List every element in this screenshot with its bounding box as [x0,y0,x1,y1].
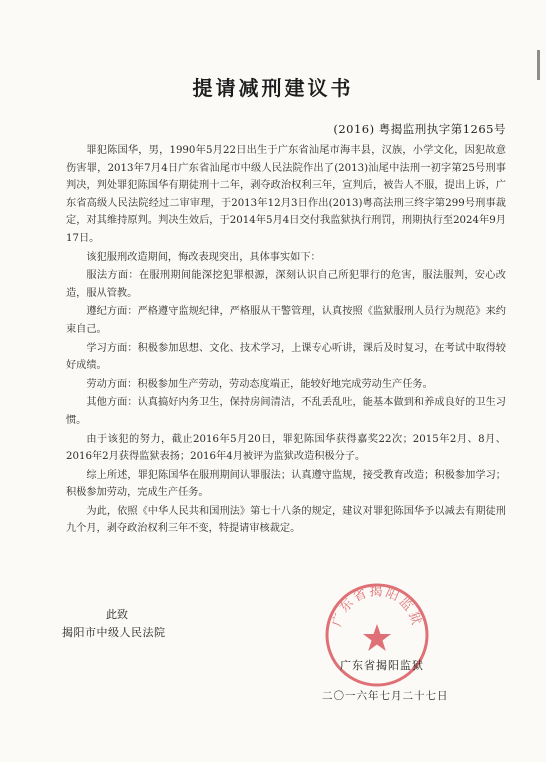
svg-text:广东省揭阳监狱: 广东省揭阳监狱 [329,584,425,629]
document-number: (2016) 粤揭监刑执字第1265号 [333,122,506,136]
paragraph-recommendation: 为此，依照《中华人民共和国刑法》第七十八条的规定，建议对罪犯陈国华予以减去有期徒刑九个月，剥夺政治权利三年不变，特提请审核裁定。 [66,505,506,535]
paragraph-summary: 综上所述，罪犯陈国华在服刑期间认罪服法；认真遵守监规，接受教育改造；积极参加学习；积极参加劳动，完成生产任务。 [66,469,506,499]
paragraph-case-info: 罪犯陈国华，男，1990年5月22日出生于广东省汕尾市海丰县，汉族，小学文化，因犯故意伤害罪，2013年7月4日广东省汕尾市中级人民法院作出了(2013)汕尾中法刑一初字第25号刑事判决，判处罪犯陈国华有期徒刑十二年，剥夺政治权利三年，宣判后，被告人不服，提出上诉，广东省高级人民法院经过二审审理，于2013年12月3日作出(2013)粤高法刑三终字第299号刑事裁定，对其维持原判。判决生效后，于2014年5月4日交付我监狱执行刑罚，刑期执行至2024年9月17日。 [66,145,506,244]
closing-salutation: 此致 [106,608,128,621]
paragraph-labor: 劳动方面：积极参加生产劳动，劳动态度端正，能较好地完成劳动生产任务。 [86,378,433,390]
closing-recipient: 揭阳市中级人民法院 [62,626,166,639]
signing-organization: 广东省揭阳监狱 [340,659,424,672]
paragraph-discipline: 遵纪方面：严格遵守监规纪律，严格服从干警管理，认真按照《监狱服刑人员行为规范》来约束自己。 [66,306,506,335]
official-seal-icon [322,580,432,690]
paragraph-other: 其他方面：认真搞好内务卫生，保持房间清洁，不乱丢乱吐，能基本做到和养成良好的卫生习惯。 [66,397,506,426]
signing-date: 二〇一六年七月二十七日 [322,690,449,702]
paragraph-intro: 该犯服刑改造期间，悔改表现突出，具体事实如下： [86,251,321,263]
document-body [66,142,506,538]
paragraph-study: 学习方面：积极参加思想、文化、技术学习，上课专心听讲，课后及时复习，在考试中取得较好成绩。 [66,342,506,372]
paragraph-law-abiding: 服法方面：在服刑期间能深挖犯罪根源，深刻认识自己所犯罪行的危害，服法服判，安心改造，服从管教。 [66,270,506,299]
document-title: 提请减刑建议书 [192,76,354,100]
paragraph-awards: 由于该犯的努力，截止2016年5月20日，罪犯陈国华获得嘉奖22次；2015年2月、8月、2016年2月获得监狱表扬；2016年4月被评为监狱改造积极分子。 [66,433,506,463]
